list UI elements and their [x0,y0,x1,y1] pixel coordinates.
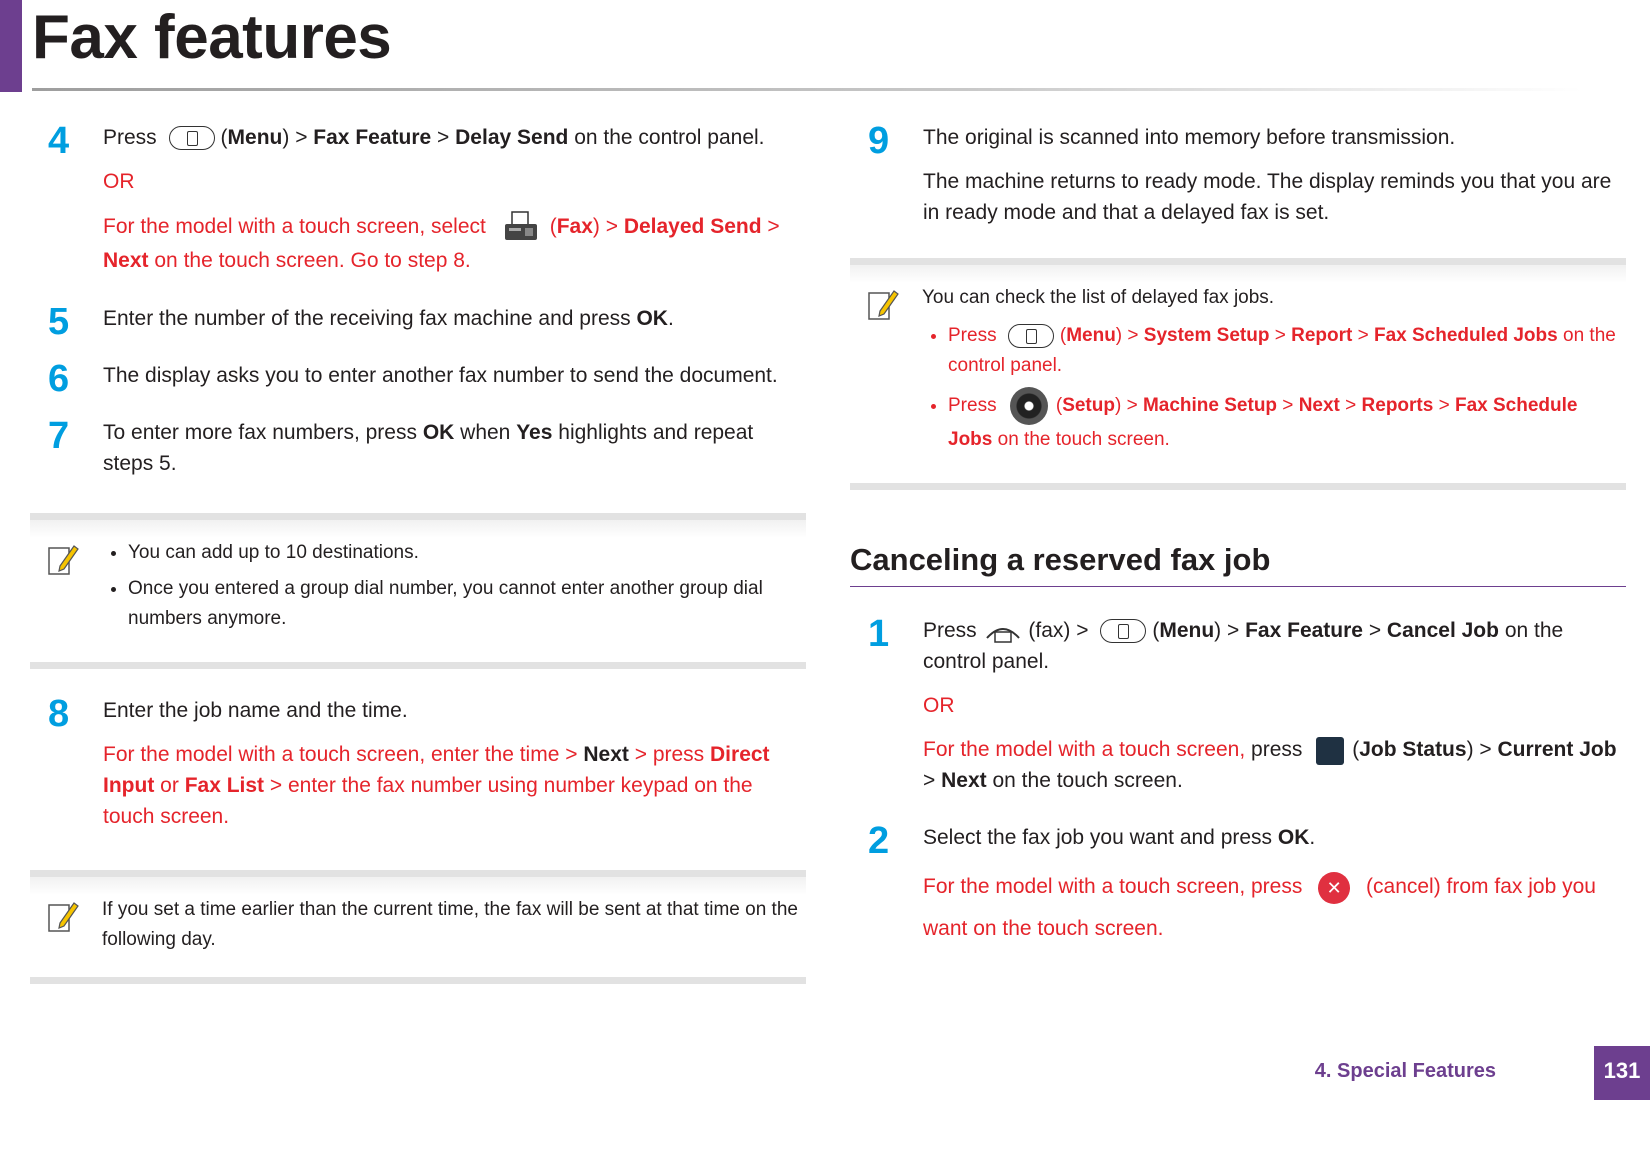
step-text: The machine returns to ready mode. The display reminds you that you are in ready mode and that a delayed fax is set. [923,170,1612,224]
step-number: 5 [48,301,70,344]
fax-feature-label: Fax Feature [1245,619,1363,642]
or-text: OR [103,170,135,193]
ok-label: OK [422,421,455,445]
note-destinations [30,513,806,669]
note-item: • Press (Setup) > Machine Setup > Next > Reports > Fax Schedule Jobs on the touch screen. [948,387,1626,455]
touch-text: > enter the fax number using number keypad on the touch screen. [103,774,753,829]
page-number: 131 [1594,1046,1650,1100]
step-number: 7 [48,415,70,458]
page-title: Fax features [32,3,392,72]
next-label: Next [103,249,149,273]
step-4: 4 Press (Menu) > Fax Feature > Delay Send on the control panel. OR For the model with a touch screen, select (Fax) > Delayed Send > Next on the touch screen. Go to step 8. [30,122,806,277]
cancel-step-2 [850,822,1626,950]
cancel-job-label: Cancel Job [1386,619,1499,642]
step-number: 2 [868,820,890,863]
step-text: (fax) > [1028,619,1089,642]
fax-icon [983,616,1023,646]
fax-schedule-jobs-label: Fax Schedule Jobs [948,395,1578,450]
setup-gear-icon [1010,387,1048,425]
ok-label: OK [636,307,668,331]
step-text: when [460,421,511,445]
step-5 [30,301,806,344]
next-label: Next [583,743,629,767]
next-label: Next [1298,395,1340,417]
step-text: Enter the number of the receiving fax machine and press [103,307,631,331]
direct-input-label: Direct Input [103,743,770,798]
step-text: on the control panel. [574,126,765,149]
separator: > [295,126,308,149]
step-text: on the touch screen. [992,769,1183,793]
touch-text: For the model with a touch screen, enter the time > [103,743,578,767]
yes-label: Yes [516,421,553,445]
step-text: press [1251,738,1303,762]
menu-button-icon [1100,619,1146,643]
separator: > [437,126,450,149]
cancel-step-1: 1 Press (fax) > (Menu) > Fax Feature > Cancel Job on the control panel. OR For the model with a touch screen, press (Job Status) > Current Job > Next on the touch screen. [850,615,1626,796]
note-time [30,870,806,984]
note-text: on the control panel. [948,325,1616,376]
fax-feature-label: Fax Feature [313,126,432,149]
or-text: OR [923,694,955,718]
note-text: Press [948,395,997,417]
job-status-label: Job Status [1359,738,1467,762]
menu-label: Menu [1066,325,1116,346]
fax-list-label: Fax List [184,774,265,798]
note-item: • Press (Menu) > System Setup > Report > Fax Scheduled Jobs on the control panel. [948,321,1626,381]
job-status-icon [1316,737,1344,765]
note-text: Press [948,325,997,346]
next-label: Next [941,769,987,793]
ok-label: OK [1277,826,1310,850]
step-6 [30,358,806,401]
fax-scheduled-jobs-label: Fax Scheduled Jobs [1373,325,1558,346]
step-number: 1 [868,613,890,655]
fax-label: Fax [556,215,593,238]
step-number: 6 [48,358,70,401]
machine-setup-label: Machine Setup [1142,395,1278,417]
step-text: Press [103,126,157,149]
header-accent-bar [0,0,22,92]
step-text: highlights and repeat steps 5. [103,421,754,476]
step-text: . [667,307,674,331]
step-8 [30,695,806,832]
cancel-icon: ✕ [1318,872,1350,904]
delayed-send-label: Delayed Send [623,215,762,238]
note-delayed-jobs [850,258,1626,490]
fax-machine-icon [502,210,540,244]
step-text: Select the fax job you want and press [923,826,1273,850]
reports-label: Reports [1361,395,1434,417]
left-column [30,122,806,984]
step-9 [850,122,1626,228]
step-number: 8 [48,693,70,736]
note-item: • You can add up to 10 destinations. [128,538,806,568]
menu-label: Menu [227,126,283,149]
step-text: The original is scanned into memory before transmission. [923,126,1456,149]
note-text: You can check the list of delayed fax jobs. [922,287,1275,308]
touch-text: For the model with a touch screen, press [923,875,1303,899]
touch-text: (cancel) from fax job you want on the touch screen. [923,875,1596,941]
touch-text: > press [634,743,705,767]
menu-button-icon [169,126,215,150]
menu-button-icon [1008,324,1054,348]
title-divider [32,88,1582,91]
delay-send-label: Delay Send [455,126,569,149]
note-text: on the touch screen. [997,429,1170,450]
step-number: 4 [48,120,70,162]
section-heading: Canceling a reserved fax job [850,542,1626,587]
note-text: If you set a time earlier than the current time, the fax will be sent at that time on the following day. [102,899,798,951]
menu-label: Menu [1159,619,1215,642]
report-label: Report [1291,325,1353,346]
system-setup-label: System Setup [1143,325,1270,346]
step-text: To enter more fax numbers, press [103,421,417,445]
note-pencil-icon [46,540,80,578]
touch-text: For the model with a touch screen, [923,738,1246,762]
touch-text: or [160,774,179,798]
step-number: 9 [868,120,890,162]
step-7 [30,417,806,479]
step-text: Enter the job name and the time. [103,699,408,723]
current-job-label: Current Job [1497,738,1617,762]
right-column [850,122,1626,950]
step-text: on the control panel. [923,619,1564,674]
step-text: The display asks you to enter another fax number to send the document. [103,364,778,388]
note-pencil-icon [866,285,900,323]
touch-text: on the touch screen. Go to step 8. [154,249,471,273]
step-text: Press [923,619,977,642]
step-text: . [1309,826,1316,850]
note-pencil-icon [46,897,80,935]
note-item: • Once you entered a group dial number, you cannot enter another group dial numbers anymore. [128,574,806,634]
footer-section: 4. Special Features [1314,1060,1496,1082]
touch-text: For the model with a touch screen, select [103,215,486,238]
setup-label: Setup [1062,395,1115,417]
